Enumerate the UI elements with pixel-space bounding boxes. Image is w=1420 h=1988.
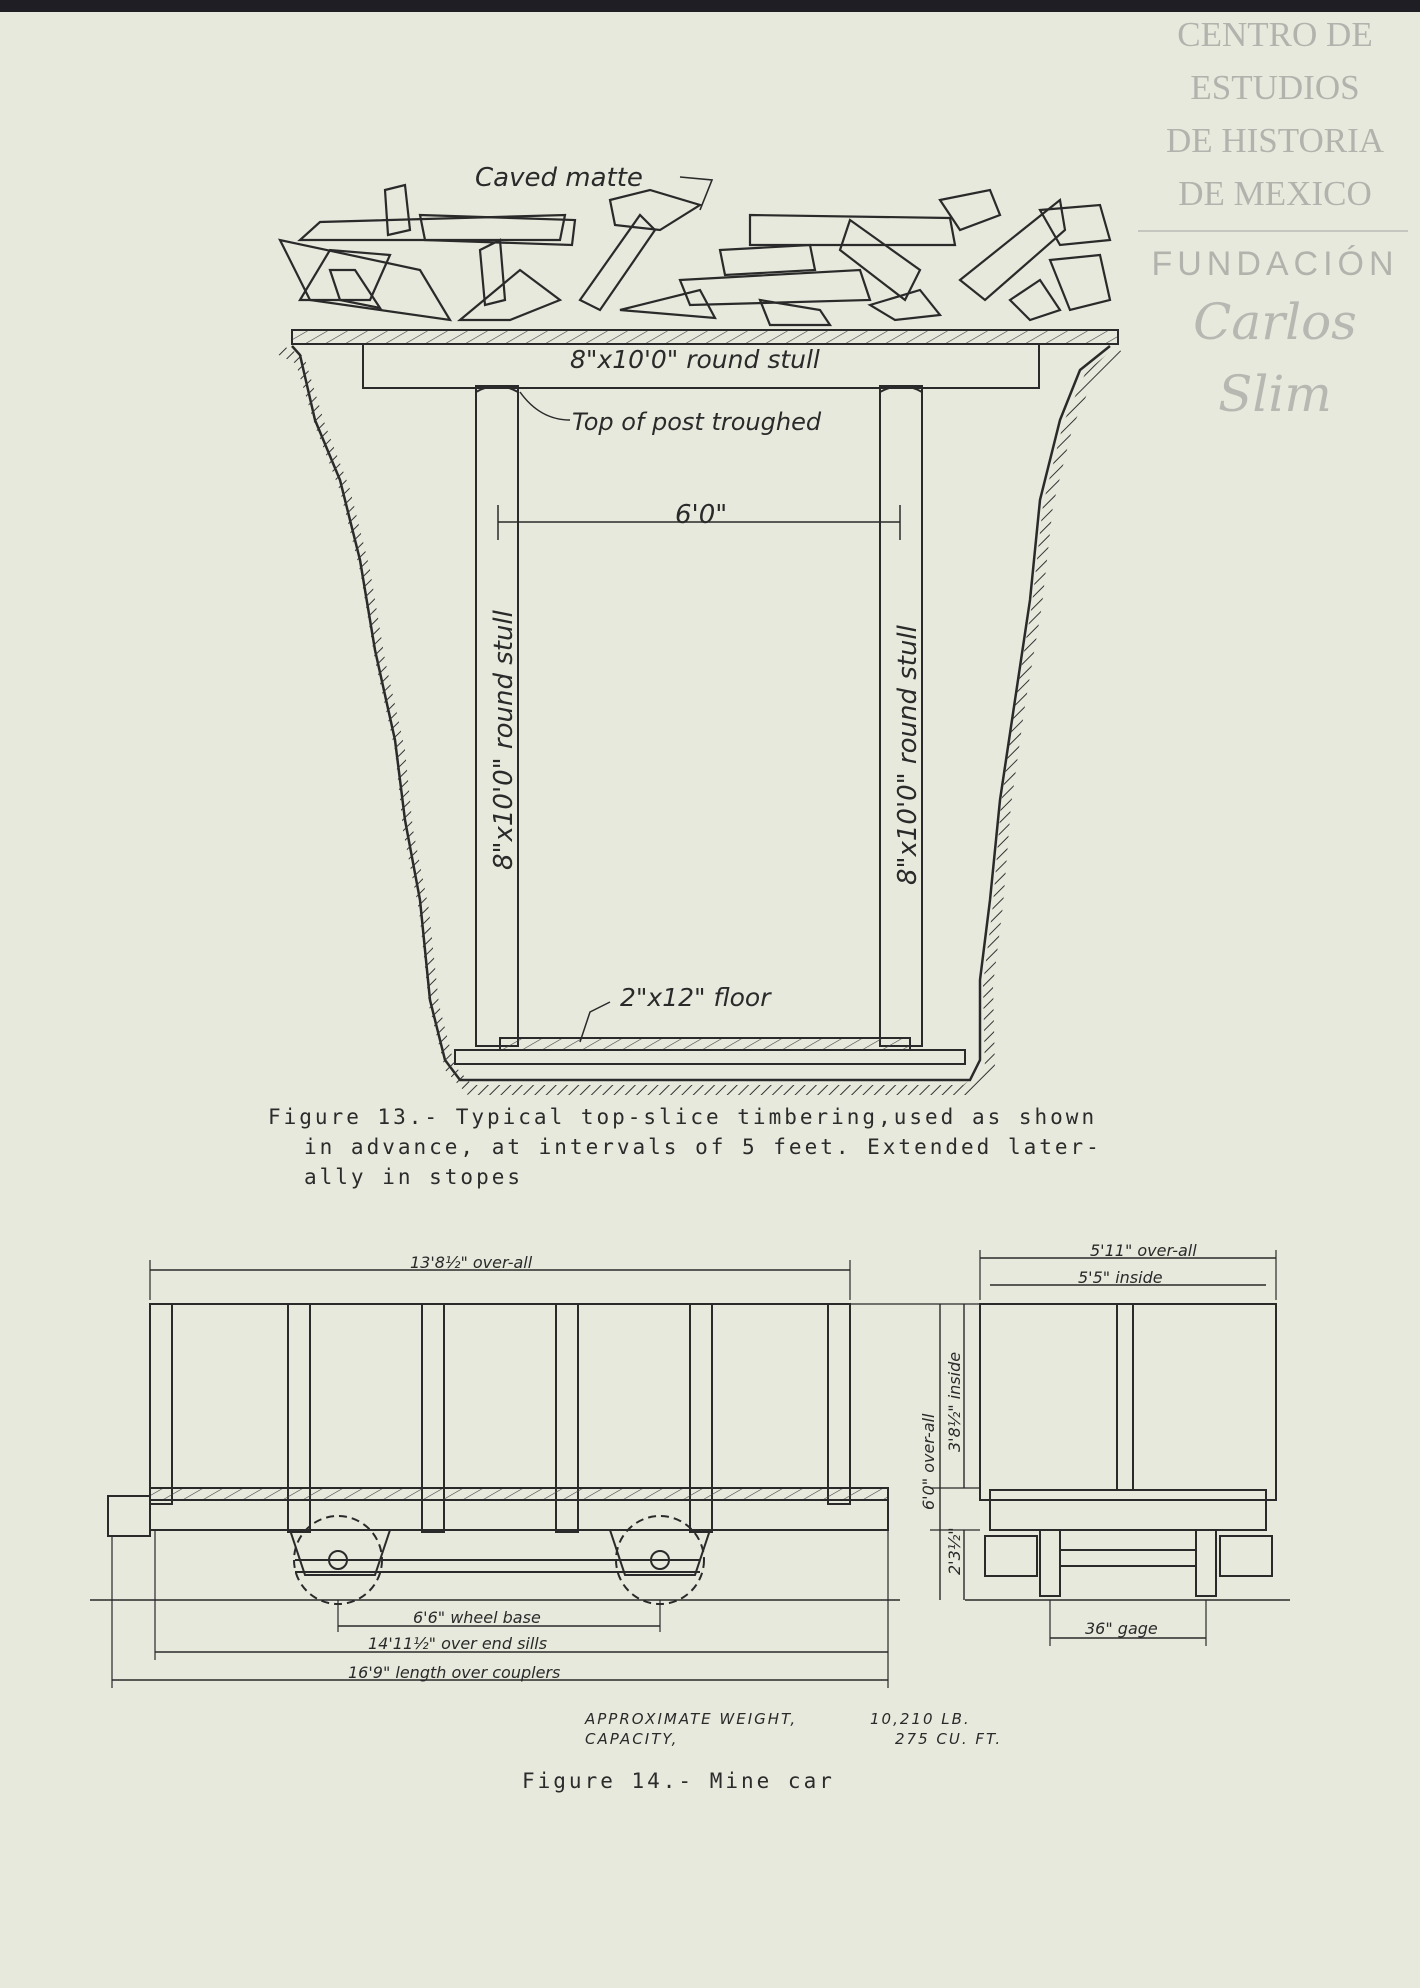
dim-couplers: 16'9" length over couplers xyxy=(348,1663,561,1682)
label-floor: 2"x12" floor xyxy=(620,983,771,1012)
capacity-label: CAPACITY, xyxy=(585,1730,679,1748)
dim-wheel-height: 2'3½" xyxy=(945,1527,964,1575)
label-right-post: 8"x10'0" round stull xyxy=(893,625,923,885)
label-post-top: Top of post troughed xyxy=(572,408,822,436)
weight-label: APPROXIMATE WEIGHT, xyxy=(585,1710,798,1728)
dim-width-inside: 5'5" inside xyxy=(1078,1268,1163,1287)
figure-13-caption xyxy=(268,1102,1102,1192)
watermark-line: CENTRO DE xyxy=(1177,15,1373,54)
dim-height-overall: 6'0" over-all xyxy=(919,1413,938,1510)
figure-14-caption: Figure 14.- Mine car xyxy=(522,1769,835,1793)
dim-end-sills: 14'11½" over end sills xyxy=(368,1634,548,1653)
capacity-value: 275 CU. FT. xyxy=(895,1730,1003,1748)
floor-base xyxy=(455,1050,965,1064)
weight-value: 10,210 LB. xyxy=(870,1710,971,1728)
watermark-signature: Carlos Slim xyxy=(1193,293,1357,423)
caption-line: Figure 13.- Typical top-slice timbering,used as shown xyxy=(268,1105,1098,1129)
label-left-post: 8"x10'0" round stull xyxy=(489,610,519,870)
caption-line: ally in stopes xyxy=(304,1165,524,1189)
watermark-foundation: FUNDACIÓN xyxy=(1151,245,1399,283)
dim-overall-length: 13'8½" over-all xyxy=(410,1253,533,1272)
figure-14-end-view xyxy=(965,1250,1290,1646)
dim-gage: 36" gage xyxy=(1085,1619,1158,1638)
dim-height-inside: 3'8½" inside xyxy=(945,1351,964,1452)
watermark-line: ESTUDIOS xyxy=(1190,68,1360,107)
floor-planks xyxy=(500,1038,910,1050)
top-plank xyxy=(292,330,1118,344)
caved-matte xyxy=(280,185,1110,325)
label-cap-stull: 8"x10'0" round stull xyxy=(570,345,820,374)
dim-wheel-base: 6'6" wheel base xyxy=(413,1608,541,1627)
label-span: 6'0" xyxy=(675,500,728,530)
caption-line: in advance, at intervals of 5 feet. Extended later- xyxy=(304,1135,1102,1159)
watermark-line: DE MEXICO xyxy=(1178,174,1372,213)
label-caved-matte: Caved matte xyxy=(475,163,643,193)
rock-wall-hatch xyxy=(280,350,1120,1090)
figure-13 xyxy=(280,177,1120,1090)
dim-width-overall: 5'11" over-all xyxy=(1090,1241,1197,1260)
watermark-line: DE HISTORIA xyxy=(1165,121,1385,160)
